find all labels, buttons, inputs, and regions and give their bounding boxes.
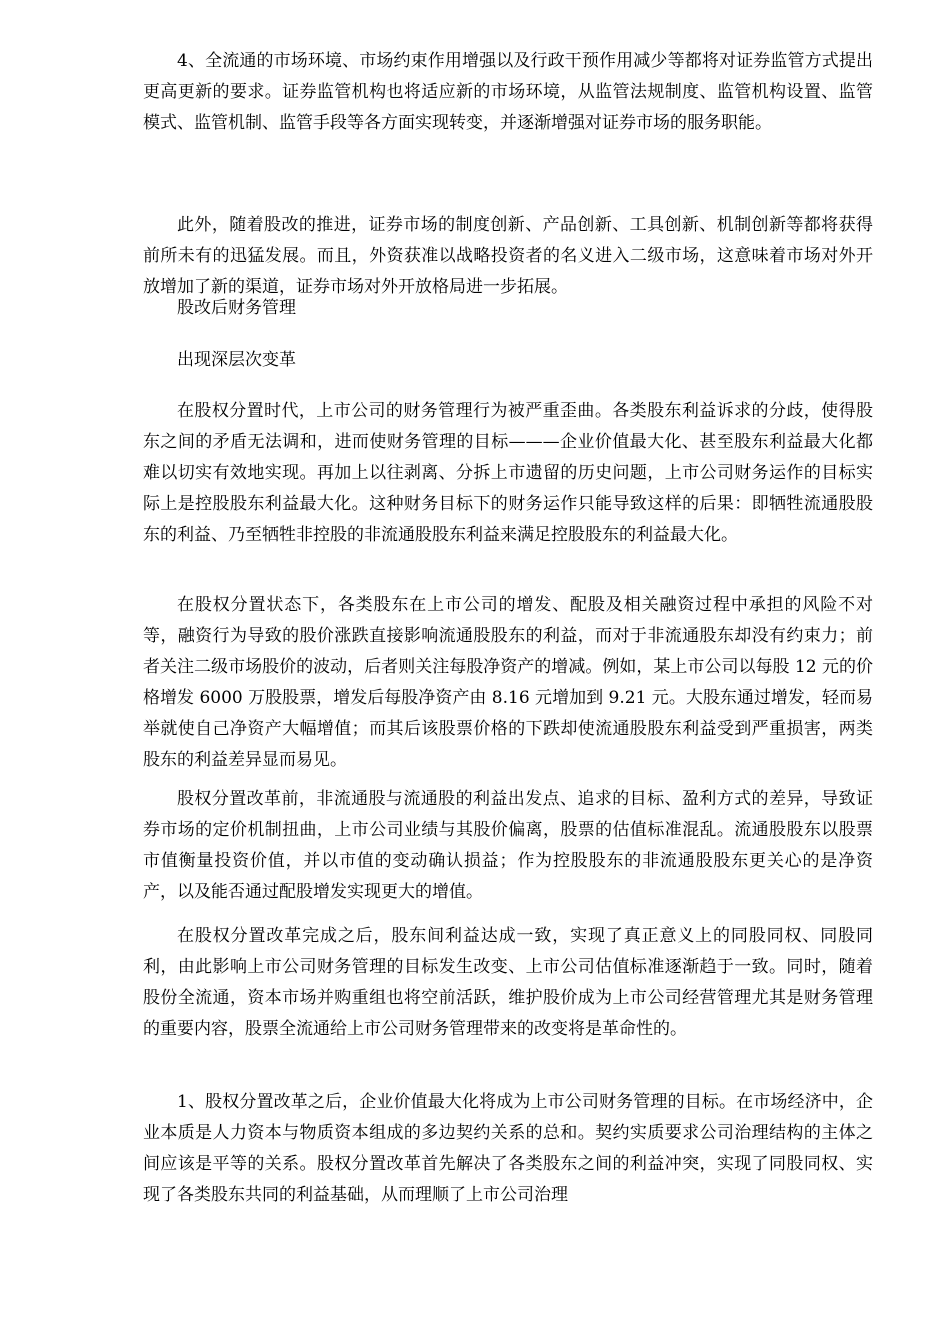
paragraph-after-reform: 在股权分置改革完成之后，股东间利益达成一致，实现了真正意义上的同股同权、同股同利，由此影响上市公司财务管理的目标发生改变、上市公司估值标准逐渐趋于一致。同时，随着股份全流通，资本市场并购重组也将空前活跃，维护股价成为上市公司经营管理尤其是财务管理的重要内容，股票全流通给上市公司财务管理带来的改变将是革命性的。 xyxy=(143,926,873,1039)
paragraph-regulation-requirements: 4、全流通的市场环境、市场约束作用增强以及行政干预作用减少等都将对证券监管方式提出更高更新的要求。证券监管机构也将适应新的市场环境，从监管法规制度、监管机构设置、监管模式、监管机制、监管手段等各方面实现转变，并逐渐增强对证券市场的服务职能。 xyxy=(143,51,873,133)
section-heading-line-2: 出现深层次变革 xyxy=(177,350,296,370)
paragraph-market-innovation: 此外，随着股改的推进，证券市场的制度创新、产品创新、工具创新、机制创新等都将获得前所未有的迅猛发展。而且，外资获准以战略投资者的名义进入二级市场，这意味着市场对外开放增加了新的渠道，证券市场对外开放格局进一步拓展。 xyxy=(143,215,873,297)
paragraph-split-share-era: 在股权分置时代，上市公司的财务管理行为被严重歪曲。各类股东利益诉求的分歧，使得股东之间的矛盾无法调和，进而使财务管理的目标———企业价值最大化、甚至股东利益最大化都难以切实有效地实现。再加上以往剥离、分拆上市遗留的历史问题，上市公司财务运作的目标实际上是控股股东利益最大化。这种财务目标下的财务运作只能导致这样的后果：即牺牲流通股股东的利益、乃至牺牲非控股的非流通股股东利益来满足控股股东的利益最大化。 xyxy=(143,401,873,545)
paragraph-split-share-state: 在股权分置状态下，各类股东在上市公司的增发、配股及相关融资过程中承担的风险不对等，融资行为导致的股价涨跌直接影响流通股股东的利益，而对于非流通股东却没有约束力；前者关注二级市场股价的波动，后者则关注每股净资产的增减。例如，某上市公司以每股 12 元的价格增发 6000 万股股票，增发后每股净资产由 8.16 元增加到 9.21 元。大股东通过增发，轻而易举就使自己净资产大幅增值；而其后该股票价格的下跌却使流通股股东利益受到严重损害，两类股东的利益差异显而易见。 xyxy=(143,595,873,770)
section-heading-line-1: 股改后财务管理 xyxy=(177,298,296,318)
paragraph-before-reform: 股权分置改革前，非流通股与流通股的利益出发点、追求的目标、盈利方式的差异，导致证券市场的定价机制扭曲，上市公司业绩与其股价偏离，股票的估值标准混乱。流通股股东以股票市值衡量投资价值，并以市值的变动确认损益；作为控股股东的非流通股股东更关心的是净资产，以及能否通过配股增发实现更大的增值。 xyxy=(143,789,873,902)
paragraph-enterprise-value: 1、股权分置改革之后，企业价值最大化将成为上市公司财务管理的目标。在市场经济中，企业本质是人力资本与物质资本组成的多边契约关系的总和。契约实质要求公司治理结构的主体之间应该是平等的关系。股权分置改革首先解决了各类股东之间的利益冲突，实现了同股同权、实现了各类股东共同的利益基础，从而理顺了上市公司治理 xyxy=(143,1092,873,1205)
